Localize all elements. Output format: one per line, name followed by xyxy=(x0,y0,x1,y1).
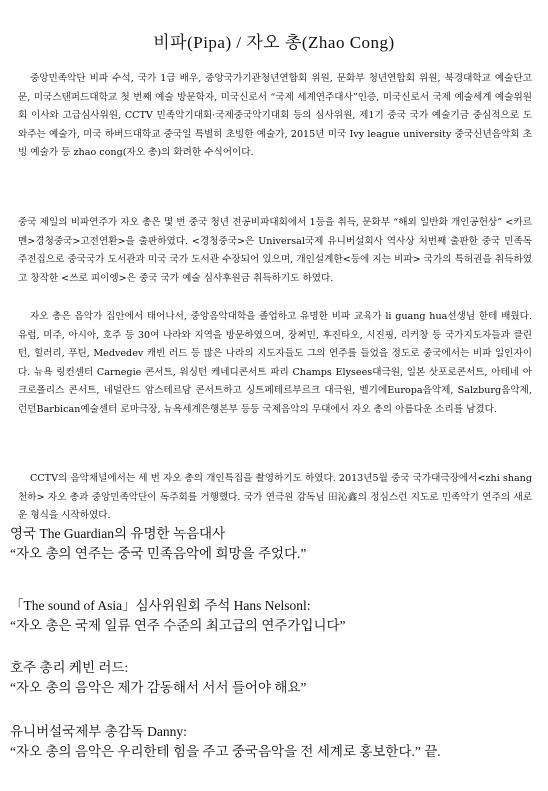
page-title: 비파(Pipa) / 자오 총(Zhao Cong) xyxy=(153,33,395,52)
quote-source: 유니버설국제부 총감독 Danny: xyxy=(10,724,187,739)
paragraph-intro: 중앙민족악단 비파 수석, 국가 1급 배우, 중앙국가기관청년연합회 위원, 문화부 청년연합회 위원, 북경대학교 예술단고문, 미국스탠퍼드대학교 첫 번째 예술 방문학자, 미국신로서 “국제 세계연주대사”인증, 미국신로서 국제 예술세계 예술위원회 이사와 고급심사위원, CCTV 민족악기대회·국제중국악기대회 등의 심사위원, 제1기 중국 국가 예술기금 중심적으로 도와주는 예술가, 미국 하버드대학교 중국일 특별히 초빙한 예술가, 2015년 미국 Ivy league university 중국신년음악회 초빙 예술가 등 zhao cong(자오 총)의 화려한 수식어이다. xyxy=(18,73,532,159)
quote-source: 영국 The Guardian의 유명한 녹음대사 xyxy=(10,526,226,541)
quote-text: “자오 총의 음악은 제가 감동해서 서서 들어야 해요” xyxy=(10,680,307,695)
quote-text: “자오 총은 국제 일류 연주 수준의 최고급의 연주가입니다” xyxy=(10,618,346,633)
quote-guardian xyxy=(10,524,540,564)
paragraph-career: 자오 총은 음악가 집안에서 태어나서, 중앙음악대학을 졸업하고 유명한 비파 교육가 li guang hua선생님 한테 배웠다. 유럽, 미주, 아시아, 호주 등 30여 나라와 지역을 방문하였으며, 장쩌민, 후진타오, 시진핑, 리커창 등 국가지도자들과 클린턴, 힐러리, 푸틴, Medvedev 캐빈 러드 등 많은 나라의 지도자들도 그의 연주를 들었을 정도로 중국에서는 비파 일인자이다. 뉴욕 링컨센터 Carnegie 콘서트, 워싱턴 케네디콘서트 파리 Champs Elysees대극원, 일본 삿포로콘서트, 아테네 아크로폴리스 콘서트, 네덜란드 암스테르담 콘서트하고 싱트페테르부르크 대극원, 벨기에Europa음악제, Salzburg음악제, 런던Barbican예술센터 로마극장, 뉴욕세계은행본부 등등 국제음악의 무대에서 자오 총의 아름다운 소리를 남겼다. xyxy=(18,311,532,415)
quote-sound-of-asia xyxy=(10,596,540,636)
quote-source: 「The sound of Asia」심사위원회 주석 Hans Nelsonl: xyxy=(10,598,311,613)
quote-universal xyxy=(10,722,540,762)
quote-source: 호주 총리 케빈 러드: xyxy=(10,660,129,675)
quote-text: “자오 총의 음악은 우리한테 힘을 주고 중국음악을 전 세계로 홍보한다.” 끝. xyxy=(10,744,441,759)
quote-kevin-rudd xyxy=(10,658,540,698)
quote-text: “자오 총의 연주는 중국 민족음악에 희망을 주었다.” xyxy=(10,546,307,561)
paragraph-achievements: 중국 제일의 비파연주가 자오 총은 몇 번 중국 청년 전공비파대회에서 1등을 취득, 문화부 “해외 일반화 개인공헌상” <카르멘>경청중국>고전연환>을 출판하였다. <경청중국>은 Universal국제 유니버설회사 역사상 처번째 출판한 중국 민족독주전집으로 중국국가 도서관과 미국 국가 도서관 수장되어 있으며, 개인설계한<등에 지는 비파> 국가의 특허권을 취득하였고 창작한 <쓰로 피이엥>은 중국 국가 예술 심사후원금 취득하기도 하였다. xyxy=(18,217,532,284)
paragraph-cctv: CCTV의 음악채널에서는 세 번 자오 총의 개인특집을 촬영하기도 하였다. 2013년5월 중국 국가대극장에서<zhi shang 천하> 자오 총과 중앙민족악단이 독주회를 거행했다. 국가 연극원 감독님 田沁鑫의 정심스런 지도로 민족악기 연주의 새로운 형식을 시작하였다. xyxy=(18,473,532,522)
